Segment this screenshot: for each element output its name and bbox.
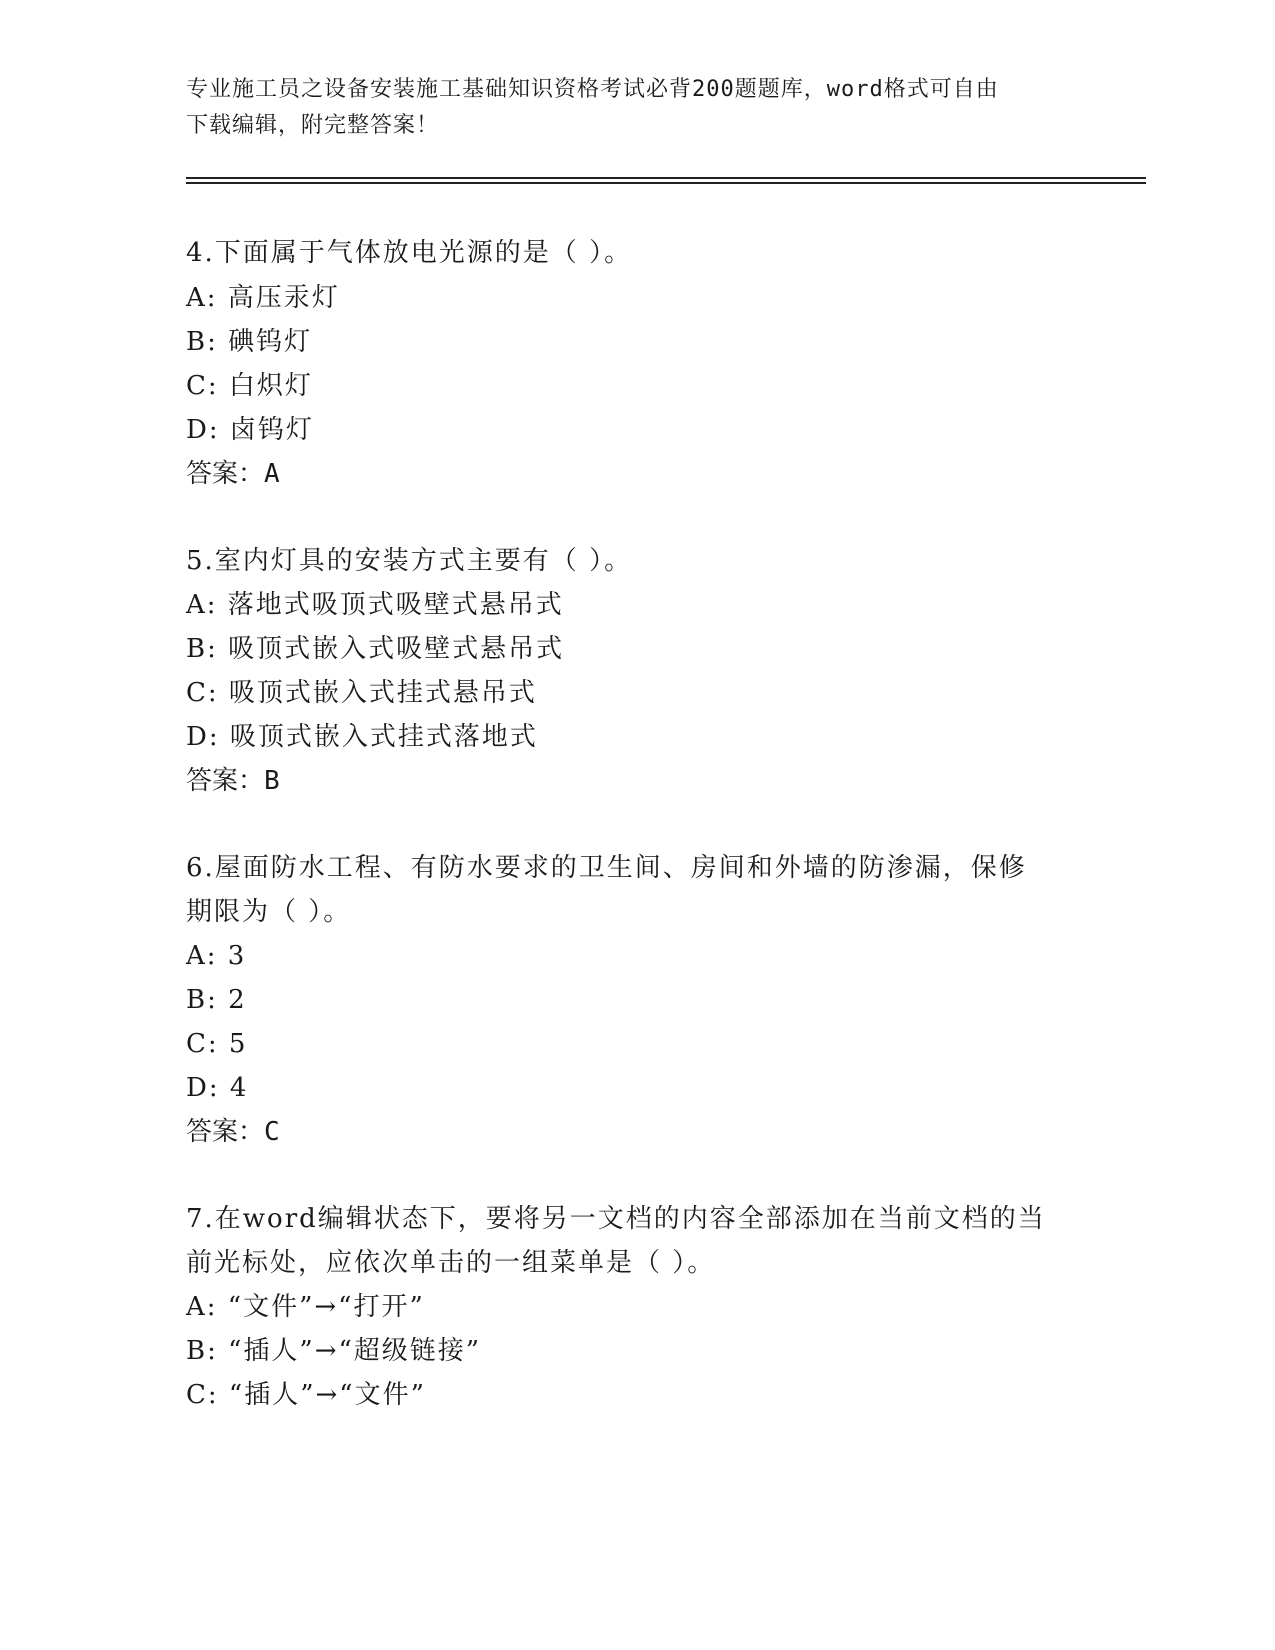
question-5-option-c: C: 吸顶式嵌入式挂式悬吊式	[186, 678, 537, 708]
document-header	[186, 72, 1086, 144]
question-4-option-c: C: 白炽灯	[186, 371, 313, 401]
header-line-2: 下载编辑，附完整答案！	[186, 113, 440, 138]
question-5-option-b: B: 吸顶式嵌入式吸壁式悬吊式	[186, 634, 565, 664]
question-5-answer: 答案：B	[186, 766, 280, 796]
header-line-1: 专业施工员之设备安装施工基础知识资格考试必背200题题库，word格式可自由	[186, 77, 999, 102]
question-5-option-a: A: 落地式吸顶式吸壁式悬吊式	[186, 590, 564, 620]
question-4-option-b: B: 碘钨灯	[186, 327, 313, 357]
question-4-answer: 答案：A	[186, 459, 280, 489]
header-rule-top	[186, 177, 1146, 179]
question-5-option-d: D: 吸顶式嵌入式挂式落地式	[186, 722, 538, 752]
question-6-option-a: A: 3	[186, 941, 247, 971]
question-7-option-a: A: “文件”→“打开”	[186, 1292, 425, 1322]
question-4-option-a: A: 高压汞灯	[186, 283, 340, 313]
question-6-answer: 答案：C	[186, 1117, 280, 1147]
question-6-stem-line-1: 6.屋面防水工程、有防水要求的卫生间、房间和外墙的防渗漏，保修	[186, 853, 1027, 883]
question-7-stem-line-2: 前光标处，应依次单击的一组菜单是（ ）。	[186, 1248, 716, 1278]
header-rule-bottom	[186, 182, 1146, 184]
question-7-stem-line-1: 7.在word编辑状态下，要将另一文档的内容全部添加在当前文档的当	[186, 1204, 1046, 1234]
question-5-stem: 5.室内灯具的安装方式主要有（ ）。	[186, 546, 633, 576]
question-6-stem-line-2: 期限为（ ）。	[186, 897, 352, 927]
question-4-option-d: D: 卤钨灯	[186, 415, 314, 445]
question-6-option-b: B: 2	[186, 985, 247, 1015]
question-7-option-b: B: “插人”→“超级链接”	[186, 1336, 482, 1366]
question-7-option-c: C: “插人”→“文件”	[186, 1380, 426, 1410]
question-6-option-c: C: 5	[186, 1029, 248, 1059]
question-6-option-d: D: 4	[186, 1073, 249, 1103]
question-4-stem: 4.下面属于气体放电光源的是（ ）。	[186, 238, 633, 268]
